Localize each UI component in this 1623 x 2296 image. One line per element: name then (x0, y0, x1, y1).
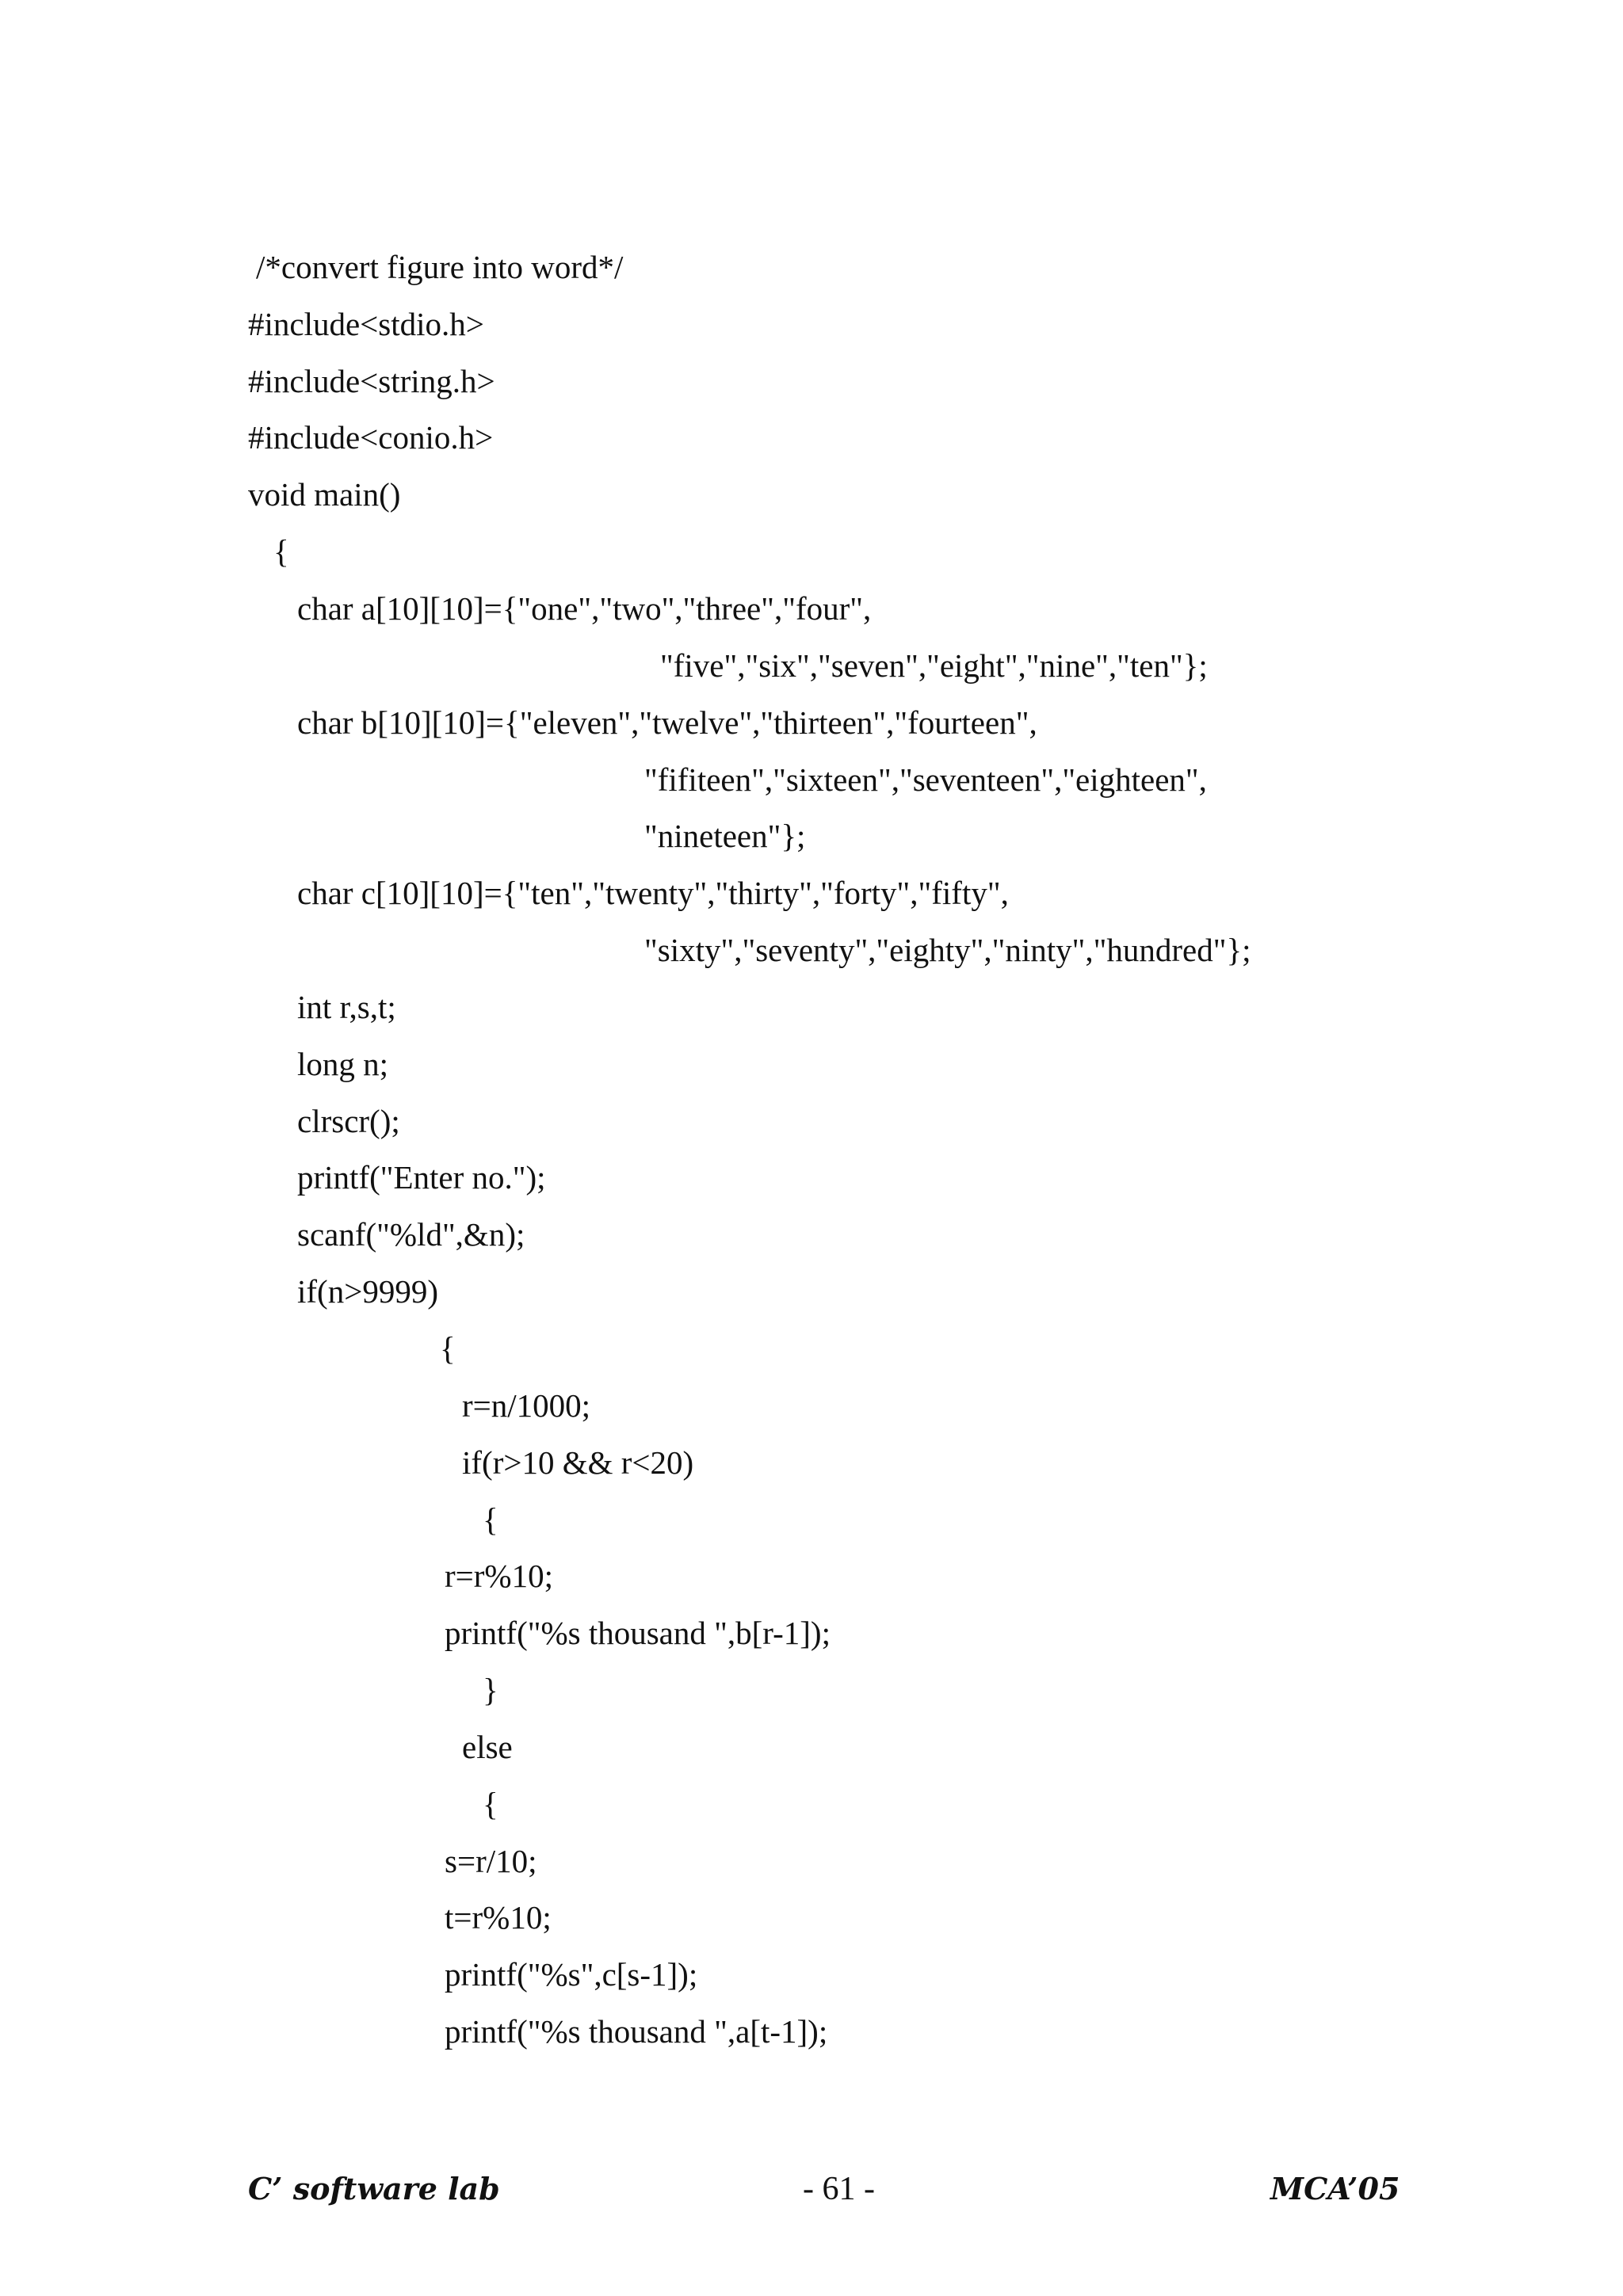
code-line: "nineteen"}; (644, 818, 806, 854)
code-line: else (462, 1729, 513, 1765)
code-line: char b[10][10]={"eleven","twelve","thirteen","fourteen", (297, 704, 1037, 741)
code-line: scanf("%ld",&n); (297, 1216, 525, 1253)
code-line: #include<conio.h> (248, 419, 494, 456)
code-line: printf("%s thousand ",b[r-1]); (445, 1615, 831, 1651)
code-line: printf("Enter no."); (297, 1159, 546, 1196)
code-line: { (440, 1330, 456, 1367)
code-line: "five","six","seven","eight","nine","ten"}; (660, 647, 1208, 684)
code-line: char a[10][10]={"one","two","three","four", (297, 590, 872, 627)
code-line: } (483, 1672, 498, 1708)
code-line: char c[10][10]={"ten","twenty","thirty","forty","fifty", (297, 875, 1009, 911)
code-line: if(r>10 && r<20) (462, 1444, 694, 1481)
code-line: { (273, 533, 289, 570)
code-line: { (483, 1786, 498, 1822)
code-line: printf("%s thousand ",a[t-1]); (445, 2013, 828, 2050)
code-line: "fifiteen","sixteen","seventeen","eighteen", (644, 761, 1207, 798)
code-line: void main() (248, 476, 401, 513)
code-line: #include<string.h> (248, 363, 495, 399)
page-number: - 61 - (803, 2171, 875, 2207)
code-line: "sixty","seventy","eighty","ninty","hundred"}; (644, 932, 1251, 968)
code-line: #include<stdio.h> (248, 306, 484, 342)
code-line: r=r%10; (445, 1558, 553, 1594)
code-line: long n; (297, 1046, 389, 1082)
code-line: s=r/10; (445, 1843, 537, 1879)
code-line: { (483, 1501, 498, 1538)
code-line: /*convert figure into word*/ (256, 249, 624, 285)
code-line: if(n>9999) (297, 1273, 438, 1310)
code-line: printf("%s",c[s-1]); (445, 1956, 698, 1993)
code-line: clrscr(); (297, 1103, 400, 1139)
footer-course-title: C’ software lab (248, 2171, 500, 2206)
code-line: t=r%10; (445, 1899, 552, 1936)
code-line: r=n/1000; (462, 1387, 591, 1424)
code-line: int r,s,t; (297, 989, 396, 1025)
footer-class-label: MCA’05 (1270, 2171, 1400, 2206)
